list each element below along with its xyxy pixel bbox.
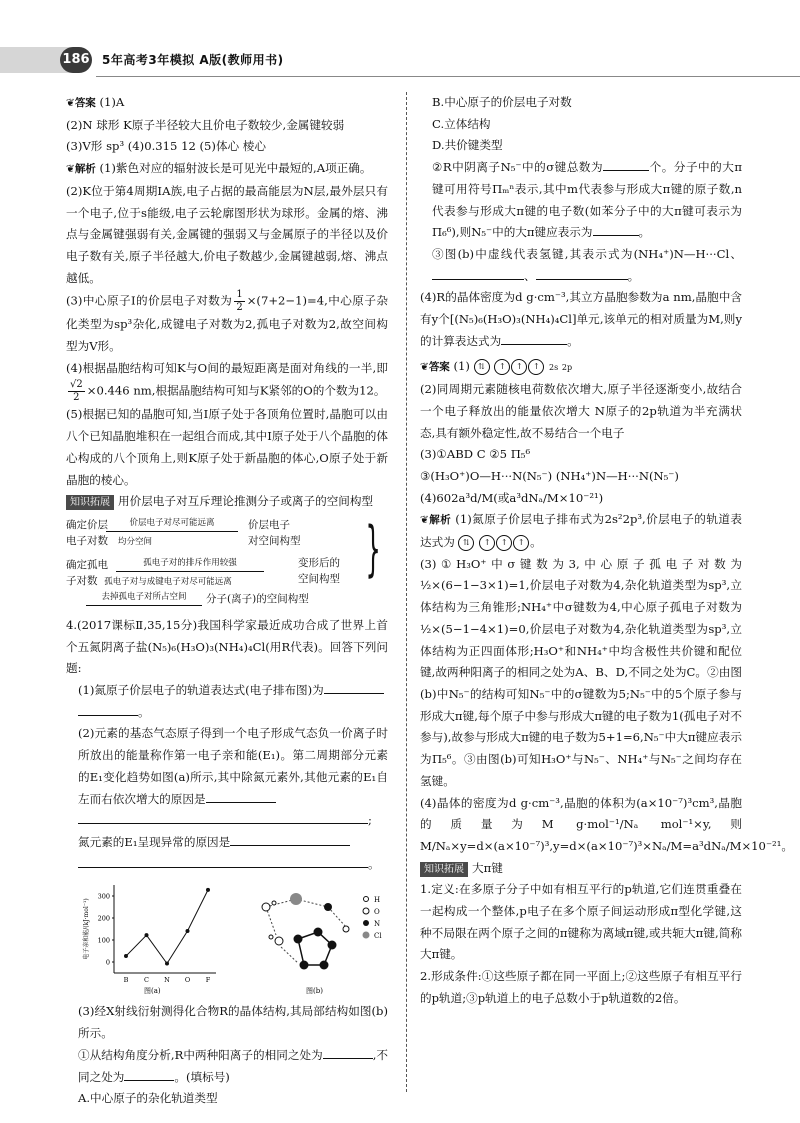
- scheme-step: 分子(离子)的空间构型: [206, 592, 309, 605]
- answer-block-2: ❦答案 (1) ⇅ ↑ ↑ ↑ 2s 2p: [420, 359, 573, 374]
- orbital-box: ⇅: [474, 359, 490, 375]
- x-tick-label: C: [144, 976, 149, 985]
- knowledge-ext-2: 知识拓展 大π键: [420, 858, 742, 880]
- answer-1: (1)A: [99, 95, 125, 109]
- orbital-box: ↑: [496, 535, 512, 551]
- orbital-box: ↑: [528, 359, 544, 375]
- question-4-3: (3)经X射线衍射测得化合物R的晶体结构,其局部结构如图(b)所示。: [78, 1004, 388, 1041]
- figure-b-caption: 图(b): [306, 987, 323, 996]
- legend-h: H: [374, 896, 381, 905]
- option-a: A.中心原子的杂化轨道类型: [78, 1091, 218, 1106]
- knowledge-2: 2.形成条件:①这些原子都在同一平面上;②这些原子有相互平行的p轨道;③p轨道上的电子总数小于p轨道数的2倍。: [420, 969, 742, 1005]
- question-4-3-3: ③图(b)中虚线代表氢键,其表示式为(NH₄⁺)N—H···Cl、、 。: [432, 246, 742, 283]
- answer-r-2: (2)同周期元素随核电荷数依次增大,原子半径逐渐变小,故结合一个电子释放出的能量依次增大 N原子的2p轨道为半充满状态,具有额外稳定性,故不易结合一个电子: [420, 382, 742, 440]
- answer-r-4: (4)602a³d/M(或a³dNₐ/M×10⁻²¹): [420, 490, 604, 505]
- analysis-r-1: ❦解析 (1)氮原子价层电子排布式为2s²2p³,价层电子的轨道表达式为 ⇅ ↑ ↑ ↑ 。: [420, 512, 743, 550]
- data-point: [165, 962, 169, 966]
- page-number: 186: [60, 47, 92, 73]
- scheme-step: 变形后的: [298, 556, 340, 569]
- orbital-box: ↑: [511, 359, 527, 375]
- column-divider: [406, 92, 407, 1092]
- vsepr-scheme: [66, 513, 388, 609]
- analysis-4: (4)根据晶胞结构可知K与O间的最短距离是面对角线的一半,即 $\frac{√2}{2}$ ×0.446 nm,根据晶胞结构可知与K紧邻的O的个数为12。: [66, 360, 388, 404]
- option-b: B.中心原子的价层电子对数: [432, 95, 572, 109]
- fraction-half: $\frac{1}{2}$: [236, 289, 243, 314]
- answer-r-3b: ③(H₃O⁺)O—H···N(N₅⁻) (NH₄⁺)N—H···N(N₅⁻): [420, 468, 679, 483]
- question-4-2: (2)元素的基态气态原子得到一个电子形成气态负一价离子时所放出的能量称作第一电子亲和能(E₁)。第二周期部分元素的E₁变化趋势如图(a)所示,其中除氮元素外,其他元素的E₁自左而右依次增大的原因是: [78, 726, 388, 806]
- analysis-r-3: (3)①H₃O⁺中σ键数为3,中心原子孤电子对数为½×(6−1−3×1)=1,价层电子对数为4,杂化轨道类型为sp³,立体结构为三角锥形;NH₄⁺中σ键数为4,中心原子孤电子对数为½×(5−1−4×1)=0,价层电子对数为4,杂化轨道类型为sp³,立体结构为正四面体形;H₃O⁺和NH₄⁺中均含极性共价键和配位键,故两种阳离子的相同之处为A、B、D,不同之处为C。②由图(b)中N₅⁻的结构可知N₅⁻中的σ键数为5;N₅⁻中的5个原子参与形成大π键,每个原子中参与形成大π键的电子数为1(孤电子对不参与),故参与形成大π键的电子数为5+1=6,N₅⁻中大π键应表示为Π₅⁶。③由图(b)可知H₃O⁺与N₅⁻、NH₄⁺与N₅⁻之间均存在氢键。: [420, 556, 742, 788]
- orbital-box: ↑: [479, 535, 495, 551]
- figures: [66, 877, 388, 997]
- analysis-r-4: (4)晶体的密度为d g·cm⁻³,晶胞的体积为(a×10⁻⁷)³cm³,晶胞的质量为M g·mol⁻¹/Nₐ mol⁻¹×y,则M/Nₐ×y=d×(a×10⁻⁷)³,y=d×(a×10⁻⁷)³×Nₐ/M=a³dNₐ/M×10⁻²¹。: [420, 795, 793, 853]
- answer-3: (3)V形 sp³ (4)0.315 12 (5)体心 棱心: [66, 139, 266, 154]
- figure-b-legend: [363, 896, 383, 940]
- brace-icon: }: [365, 513, 381, 584]
- figure-a-caption: 图(a): [144, 987, 161, 996]
- knowledge-1: 1.定义:在多原子分子中如有相互平行的p轨道,它们连贯重叠在一起构成一个整体,p电子在多个原子间运动形成π型化学键,这种不局限在两个原子之间的π键称为离域π键,或共轭大π键,简称大π键。: [420, 882, 742, 962]
- scheme-step: 确定价层: [66, 518, 108, 531]
- data-point: [186, 929, 190, 933]
- scheme-arrow-label: 孤电子对的排斥作用较强: [116, 555, 264, 572]
- scheme-step: 空间构型: [298, 572, 340, 585]
- fraction-sqrt2: $\frac{√2}{2}$: [70, 379, 83, 404]
- x-tick-label: B: [123, 976, 129, 985]
- answer-tag: ❦答案: [66, 97, 96, 109]
- knowledge-ext: 知识拓展 用价层电子对互斥理论推测分子或离子的空间构型: [66, 491, 388, 513]
- y-axis-label: 电子亲和能/(kJ·mol⁻¹): [83, 898, 90, 961]
- answer-tag-2: ❦答案: [420, 361, 450, 374]
- x-tick-label: O: [184, 976, 191, 985]
- orbital-box: ↑: [513, 535, 529, 551]
- right-column: [420, 92, 793, 1010]
- orbital-box: ↑: [494, 359, 510, 375]
- question-4-1-line: 。: [66, 702, 388, 724]
- data-point: [206, 888, 210, 892]
- analysis-1: ❦解析 (1)紫色对应的辐射波长是可见光中最短的,A项正确。: [66, 161, 372, 176]
- legend-o: O: [374, 908, 380, 917]
- series-line: [126, 890, 208, 964]
- header-rule: [96, 76, 800, 77]
- option-d: D.共价键类型: [432, 138, 503, 153]
- legend-n: N: [374, 920, 381, 929]
- question-4-3-1: ①从结构角度分析,R中两种阳离子的相同之处为 ,不同之处为 。(填标号): [78, 1047, 389, 1084]
- scheme-step: 确定孤电: [66, 558, 108, 571]
- option-c: C.立体结构: [432, 116, 491, 131]
- answer-r-3: (3)①ABD C ②5 Π₅⁶: [420, 447, 531, 462]
- x-tick-label: F: [205, 976, 211, 985]
- scheme-step: 价层电子: [248, 518, 290, 531]
- question-4-2b-line: 。: [66, 854, 388, 876]
- analysis-3: (3)中心原子I的价层电子对数为 $\frac{1}{2}$ ×(7+2−1)=4,中心原子杂化类型为sp³杂化,成键电子对数为2,孤电子对数为2,故空间构型为V形。: [66, 289, 388, 354]
- legend-cl: Cl: [374, 932, 382, 941]
- analysis-tag-2: ❦解析: [420, 514, 452, 527]
- orbital-diagram: [474, 359, 572, 373]
- scheme-step: 子对数 孤电子对与成键电子对尽可能远离: [66, 574, 232, 587]
- answer-2: (2)N 球形 K原子半径较大且价电子数较少,金属键较弱: [66, 117, 345, 132]
- data-point: [145, 934, 149, 938]
- chart-a: [82, 885, 216, 984]
- orbital-label: 2s: [549, 363, 559, 373]
- question-4-2-line: ;: [66, 810, 388, 832]
- question-4-4: (4)R的晶体密度为d g·cm⁻³,其立方晶胞参数为a nm,晶胞中含有y个[(N₅)₆(H₃O)₃(NH₄)₄Cl]单元,该单元的相对质量为M,则y的计算表达式为 。: [420, 290, 742, 348]
- y-tick-label: 300: [97, 892, 110, 901]
- question-4-2b: 氮元素的E₁呈现异常的原因是: [66, 832, 388, 854]
- scheme-step: 对空间构型: [248, 534, 301, 547]
- book-title: 5年高考3年模拟 A版(教师用书): [102, 53, 284, 67]
- scheme-step: 电子对数 均分空间: [66, 534, 153, 547]
- question-4: 4.(2017课标Ⅱ,35,15分)我国科学家最近成功合成了世界上首个五氮阴离子盐(N₅)₆(H₃O)₃(NH₄)₄Cl(用R代表)。回答下列问题:: [66, 617, 388, 676]
- x-tick-label: N: [164, 976, 170, 985]
- analysis-2: (2)K位于第4周期ⅠA族,电子占据的最高能层为N层,最外层只有一个电子,位于s能级,电子云轮廓图形状为球形。金属的熔、沸点与金属键强弱有关,金属键的强弱又与金属原子的半径以及价电子数有关,原子半径越大,价电子数越少,金属键越弱,熔、沸点越低。: [66, 183, 388, 285]
- scheme-arrow-label: 价层电子对尽可能远离: [106, 515, 238, 532]
- left-column: [66, 92, 388, 1110]
- orbital-label: 2p: [561, 363, 573, 373]
- y-tick-label: 200: [97, 914, 110, 923]
- question-4-3-2: ②R中阴离子N₅⁻中的σ键总数为 个。分子中的大π键可用符号Πₘⁿ表示,其中m代表参与形成大π键的原子数,n代表参与形成大π键的电子数(如苯分子中的大π键可表示为Π₆⁶),则N₅⁻中的大π键应表示为 。: [432, 160, 743, 240]
- orbital-box: ⇅: [458, 535, 474, 551]
- figure-b-molecule: [262, 893, 349, 970]
- answer-block: [66, 92, 388, 115]
- data-point: [124, 954, 128, 958]
- y-tick-label: 100: [97, 936, 110, 945]
- analysis-tag: ❦解析: [66, 163, 96, 176]
- question-4-1: (1)氮原子价层电子的轨道表达式(电子排布图)为: [66, 680, 388, 702]
- y-tick-label: 0: [105, 958, 110, 967]
- knowledge-tag-2: 知识拓展: [420, 862, 468, 877]
- scheme-arrow-label: 去掉孤电子对所占空间: [86, 589, 202, 606]
- figure-svg: [66, 877, 386, 997]
- analysis-5: (5)根据已知的晶胞可知,当I原子处于各顶角位置时,晶胞可以由八个已知晶胞堆积在一起组合而成,其中I原子处于八个晶胞的体心构成的八个顶角上,则K原子处于新晶胞的体心,O原子处于新晶胞的棱心。: [66, 407, 388, 487]
- knowledge-tag: 知识拓展: [66, 495, 114, 510]
